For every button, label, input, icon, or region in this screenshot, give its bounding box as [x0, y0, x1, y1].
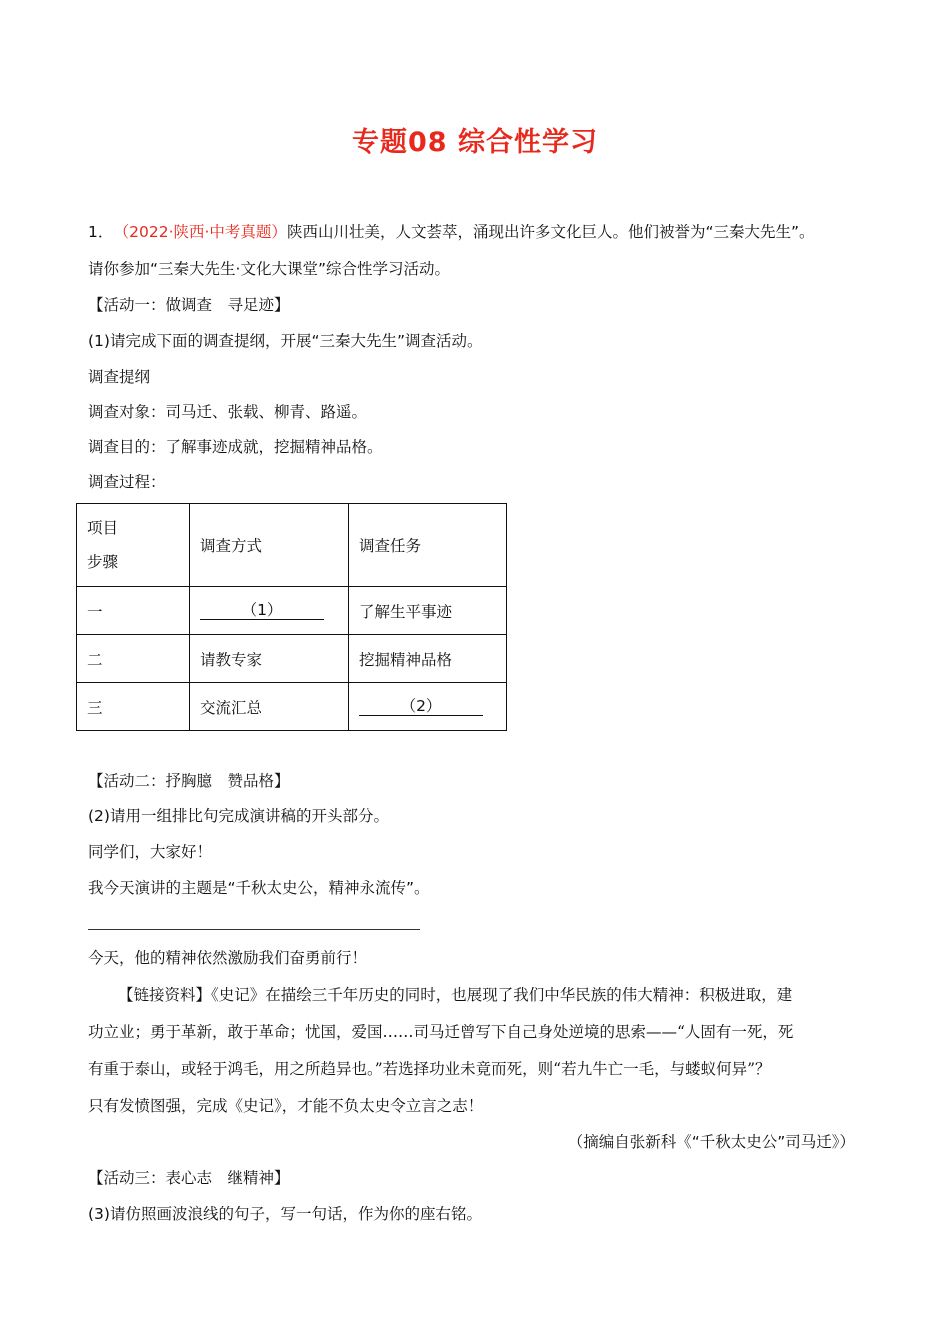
speech-greeting: 同学们，大家好！ — [88, 843, 213, 861]
step-cell: 二 — [77, 635, 190, 683]
method-cell — [190, 587, 349, 635]
material-line: 功立业；勇于革新，敢于革命；忧国，爱国……司马迁曾写下自己身处逆境的思索——“人固有一死，死 — [88, 1023, 794, 1041]
speech-closing: 今天，他的精神依然激励我们奋勇前行！ — [88, 949, 368, 967]
question-intro-text: 陕西山川壮美，人文荟萃，涌现出许多文化巨人。他们被誉为“三秦大先生”。 — [286, 223, 815, 241]
answer-blank-1[interactable]: （1） — [200, 601, 324, 620]
material-line: 【链接资料】《史记》在描绘三千年历史的同时，也展现了我们中华民族的伟大精神：积极进取，建 — [118, 986, 793, 1004]
question-source: （2022·陕西·中考真题） — [121, 223, 287, 241]
activity2-heading: 【活动二：抒胸臆 赞品格】 — [88, 772, 290, 790]
table-row — [77, 635, 507, 683]
task-cell: 了解生平事迹 — [349, 587, 507, 635]
survey-purpose: 调查目的：了解事迹成就，挖掘精神品格。 — [88, 438, 383, 456]
method-cell: 请教专家 — [190, 635, 349, 683]
material-line: 有重于泰山，或轻于鸿毛，用之所趋异也。”若选择功业未竟而死，则“若九牛亡一毛，与蝼蚁何异”？ — [88, 1060, 771, 1078]
header-task: 调查任务 — [349, 504, 507, 587]
survey-process: 调查过程： — [88, 473, 166, 491]
question-intro-line2: 请你参加“三秦大先生·文化大课堂”综合性学习活动。 — [88, 260, 450, 278]
step-cell: 一 — [77, 587, 190, 635]
survey-object: 调查对象：司马迁、张载、柳青、路遥。 — [88, 403, 368, 421]
survey-table — [76, 503, 507, 731]
activity1-task: (1)请完成下面的调查提纲，开展“三秦大先生”调查活动。 — [88, 332, 483, 350]
table-row — [77, 683, 507, 731]
speech-theme: 我今天演讲的主题是“千秋太史公，精神永流传”。 — [88, 879, 430, 897]
page-title: 专题08 综合性学习 — [352, 127, 598, 158]
task-cell: 挖掘精神品格 — [349, 635, 507, 683]
table-header-row — [77, 504, 507, 587]
outline-title: 调查提纲 — [88, 368, 151, 386]
task-cell — [349, 683, 507, 731]
method-cell: 交流汇总 — [190, 683, 349, 731]
activity3-heading: 【活动三：表心志 继精神】 — [88, 1169, 290, 1187]
activity1-heading: 【活动一：做调查 寻足迹】 — [88, 296, 290, 314]
activity2-task: (2)请用一组排比句完成演讲稿的开头部分。 — [88, 807, 389, 825]
material-line: 只有发愤图强，完成《史记》，才能不负太史令立言之志！ — [88, 1097, 484, 1115]
header-method: 调查方式 — [190, 504, 349, 587]
corner-label-step: 步骤 — [87, 553, 119, 571]
answer-line[interactable] — [88, 929, 420, 930]
answer-blank-2[interactable]: （2） — [359, 697, 483, 716]
corner-label-item: 项目 — [87, 519, 119, 537]
table-row — [77, 587, 507, 635]
activity3-task: (3)请仿照画波浪线的句子，写一句话，作为你的座右铭。 — [88, 1205, 482, 1223]
question-number: 1． — [88, 223, 114, 241]
table-corner-cell — [77, 504, 190, 587]
step-cell: 三 — [77, 683, 190, 731]
question-intro — [88, 222, 815, 242]
material-citation: （摘编自张新科《“千秋太史公”司马迁》） — [567, 1133, 855, 1151]
